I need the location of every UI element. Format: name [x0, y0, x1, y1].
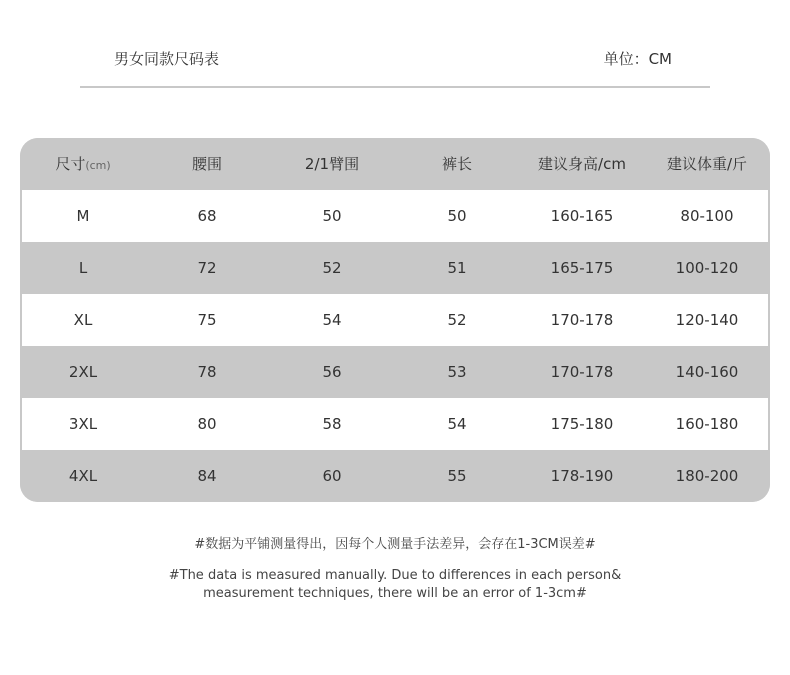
cell-weight: 100-120	[675, 259, 739, 277]
cell-arm: 60	[322, 467, 342, 485]
header-height: 建议身高/cm	[538, 155, 626, 173]
cell-size: M	[76, 207, 90, 225]
cell-length: 55	[447, 467, 467, 485]
cell-height: 160-165	[550, 207, 614, 225]
header-weight: 建议体重/斤	[666, 155, 748, 173]
cell-height: 178-190	[550, 467, 614, 485]
cell-waist: 84	[197, 467, 217, 485]
header-arm: 2/1臂围	[304, 155, 360, 173]
cell-weight: 80-100	[680, 207, 734, 225]
cell-weight: 120-140	[675, 311, 739, 329]
table-row	[20, 242, 770, 294]
cell-length: 52	[447, 311, 467, 329]
page-header	[80, 44, 710, 72]
cell-waist: 68	[197, 207, 217, 225]
cell-waist: 75	[197, 311, 217, 329]
table-row	[22, 294, 768, 346]
cell-size: L	[78, 259, 88, 277]
cell-height: 175-180	[550, 415, 614, 433]
note-english	[0, 567, 790, 603]
cell-arm: 50	[322, 207, 342, 225]
header-waist: 腰围	[191, 155, 222, 173]
table-row	[22, 398, 768, 450]
cell-waist: 78	[197, 363, 217, 381]
header-size: 尺寸(cm)	[55, 155, 111, 173]
unit-label: 单位：CM	[603, 50, 672, 68]
cell-weight: 180-200	[675, 467, 739, 485]
table-row	[20, 450, 770, 502]
header-divider	[80, 86, 710, 88]
table-row	[22, 190, 768, 242]
table-header-row	[20, 138, 770, 190]
note-chinese: #数据为平铺测量得出，因每个人测量手法差异，会存在1-3CM误差#	[194, 537, 596, 552]
chart-title: 男女同款尺码表	[114, 50, 220, 68]
cell-arm: 56	[322, 363, 342, 381]
cell-length: 54	[447, 415, 467, 433]
cell-waist: 72	[197, 259, 217, 277]
cell-arm: 54	[322, 311, 342, 329]
header-size-unit: (cm)	[85, 159, 111, 172]
note-english-line2: measurement techniques, there will be an error of 1-3cm#	[203, 586, 587, 601]
cell-waist: 80	[197, 415, 217, 433]
cell-size: XL	[73, 311, 93, 329]
cell-size: 4XL	[68, 467, 98, 485]
note-english-line1: #The data is measured manually. Due to differences in each person&	[168, 568, 622, 583]
cell-size: 3XL	[68, 415, 98, 433]
size-table	[20, 138, 770, 502]
cell-arm: 52	[322, 259, 342, 277]
header-length: 裤长	[441, 155, 472, 173]
cell-size: 2XL	[68, 363, 98, 381]
cell-height: 165-175	[550, 259, 614, 277]
table-row	[20, 346, 770, 398]
cell-length: 50	[447, 207, 467, 225]
cell-weight: 140-160	[675, 363, 739, 381]
cell-arm: 58	[322, 415, 342, 433]
cell-weight: 160-180	[675, 415, 739, 433]
cell-height: 170-178	[550, 363, 614, 381]
cell-length: 53	[447, 363, 467, 381]
cell-height: 170-178	[550, 311, 614, 329]
cell-length: 51	[447, 259, 467, 277]
